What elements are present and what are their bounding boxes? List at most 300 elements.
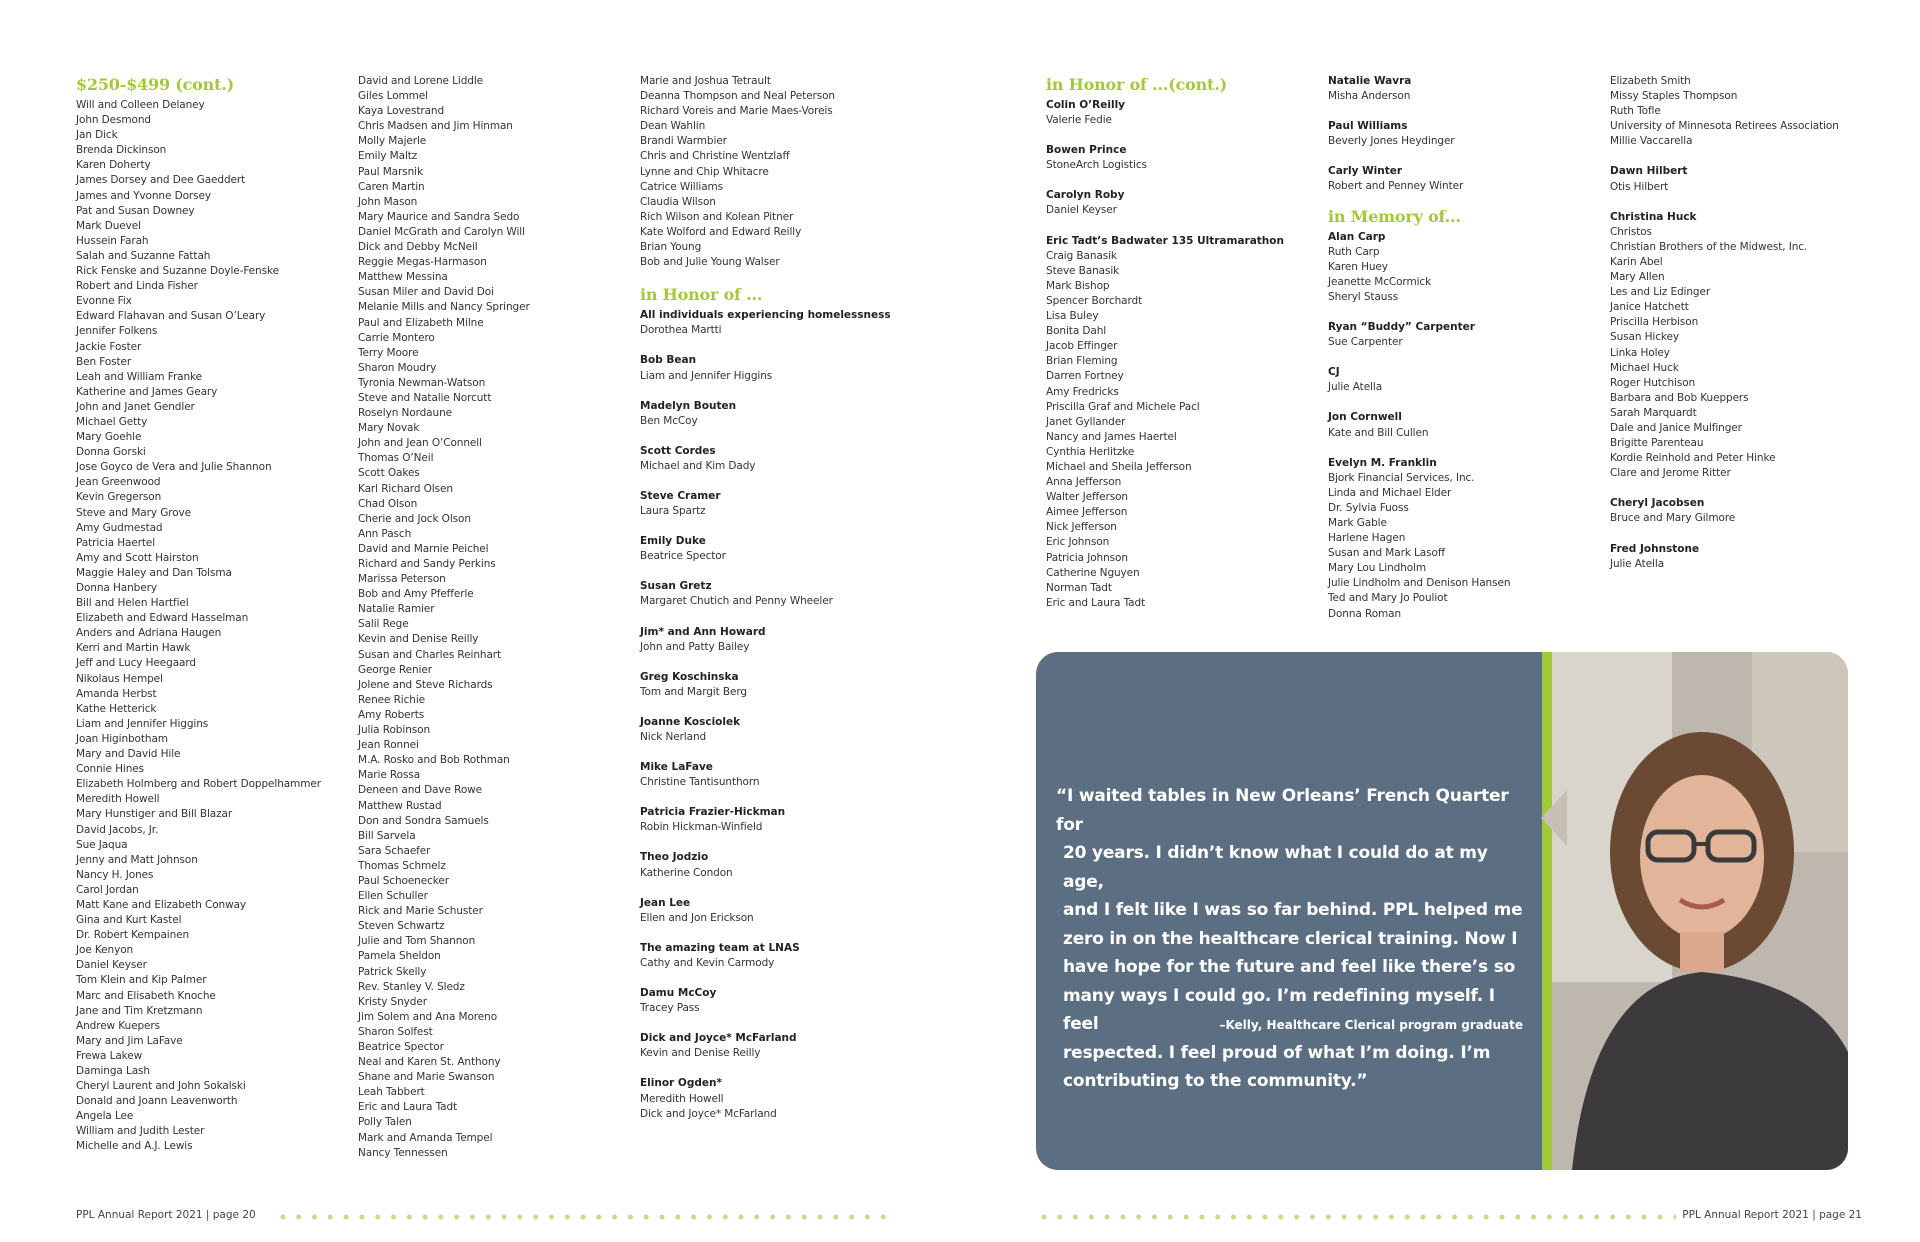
- donor-name: Daminga Lash: [76, 1065, 150, 1077]
- donor-name: Janet Gyllander: [1046, 415, 1126, 428]
- donor-name: Mary and Jim LaFave: [76, 1034, 183, 1047]
- donor-name: Beatrice Spector: [640, 550, 726, 563]
- donor-name: Daniel Keyser: [76, 959, 147, 972]
- donor-name: Cynthia Herlitzke: [1046, 445, 1135, 458]
- donor-name: Scott Oakes: [358, 467, 420, 480]
- donor-name: Julia Robinson: [358, 724, 430, 737]
- honoree-name: Emily Duke: [640, 535, 706, 548]
- donor-name: Otis Hilbert: [1610, 180, 1669, 193]
- donor-name: Jenny and Matt Johnson: [76, 853, 198, 866]
- donor-name: Marissa Peterson: [358, 573, 446, 586]
- donor-name: Anders and Adriana Haugen: [76, 627, 222, 640]
- donor-name: Jacob Effinger: [1046, 340, 1118, 353]
- donor-name: Christos: [1610, 225, 1652, 238]
- tribute-group: [640, 534, 915, 564]
- donor-name: Ellen and Jon Erickson: [640, 911, 754, 924]
- memory-list: [1328, 230, 1603, 622]
- donor-name: Spencer Borchardt: [1046, 294, 1143, 307]
- donor-name: Brenda Dickinson: [76, 144, 167, 157]
- donor-name: Amy Fredricks: [1046, 385, 1119, 398]
- donor-name: Deneen and Dave Rowe: [358, 784, 483, 797]
- donor-name: Millie Vaccarella: [1610, 135, 1693, 148]
- donor-name: Kristy Snyder: [358, 995, 427, 1008]
- donor-name: Chris Madsen and Jim Hinman: [358, 120, 513, 133]
- quote-line: many ways I could go. I’m redefining myself. I feel: [1063, 985, 1495, 1034]
- donor-name: Don and Sondra Samuels: [358, 814, 489, 827]
- donor-name: Cheryl Laurent and John Sokalski: [76, 1080, 246, 1093]
- donor-name: Tyronia Newman-Watson: [358, 376, 486, 389]
- donor-name: Christian Brothers of the Midwest, Inc.: [1610, 240, 1808, 253]
- donor-name: Melanie Mills and Nancy Springer: [358, 301, 530, 314]
- donor-name: Lynne and Chip Whitacre: [640, 165, 769, 178]
- donor-name: Giles Lommel: [358, 90, 428, 103]
- donor-name: Julie Atella: [1328, 381, 1383, 394]
- honoree-name: Bob Bean: [640, 354, 697, 367]
- donor-name: Nancy and James Haertel: [1046, 430, 1177, 443]
- donor-name: Julie Lindholm and Denison Hansen: [1328, 577, 1511, 590]
- donor-name: Valerie Fedie: [1046, 114, 1112, 127]
- donor-name: Amanda Herbst: [76, 687, 157, 700]
- donor-name: Rick and Marie Schuster: [358, 905, 483, 918]
- donor-name: Marc and Elisabeth Knoche: [76, 989, 216, 1002]
- donor-name: Nick Nerland: [640, 731, 707, 743]
- tribute-group: [1610, 542, 1885, 572]
- donor-name: Norman Tadt: [1046, 581, 1112, 594]
- donor-name: Nancy Tennessen: [358, 1146, 448, 1159]
- donor-name: Karin Abel: [1610, 255, 1663, 268]
- donor-name: Dr. Robert Kempainen: [76, 929, 190, 942]
- honor-list: [1046, 98, 1321, 611]
- p20-col3: [640, 74, 915, 1137]
- donor-name: Pamela Sheldon: [358, 950, 441, 963]
- donor-name: Linda and Michael Elder: [1328, 486, 1452, 499]
- tribute-group: [640, 941, 915, 971]
- memory-list: [1610, 74, 1885, 572]
- tribute-group: [1328, 230, 1603, 305]
- donor-name: Angela Lee: [76, 1110, 134, 1123]
- donor-name: Renee Richie: [358, 693, 426, 706]
- donor-name: Richard and Sandy Perkins: [358, 558, 496, 570]
- donor-name: Linka Holey: [1610, 346, 1670, 359]
- donor-name: Steve Banasik: [1046, 264, 1120, 277]
- donor-name: Andrew Kuepers: [76, 1019, 160, 1032]
- quote-line: have hope for the future and feel like there’s so: [1063, 957, 1516, 977]
- donor-name: Clare and Jerome Ritter: [1610, 467, 1731, 480]
- donor-name: Robert and Penney Winter: [1328, 180, 1464, 193]
- donor-name: Paul Schoenecker: [358, 874, 449, 887]
- donor-name: Brian Young: [640, 241, 702, 254]
- donor-name: Leah and William Franke: [76, 370, 203, 383]
- donor-name: Katherine and James Geary: [76, 385, 218, 398]
- donor-name: Richard Voreis and Marie Maes-Voreis: [640, 105, 833, 118]
- accent-bar: [1542, 652, 1552, 1170]
- donor-name: Deanna Thompson and Neal Peterson: [640, 90, 835, 103]
- testimonial-attribution: –Kelly, Healthcare Clerical program graduate: [1219, 1018, 1523, 1032]
- donor-name: Will and Colleen Delaney: [76, 99, 205, 111]
- honoree-name: Theo Jodzio: [640, 851, 709, 864]
- honoree-name: Elinor Ogden*: [640, 1077, 722, 1090]
- donor-name: Michael Huck: [1610, 361, 1679, 374]
- donor-name: Tracey Pass: [640, 1002, 700, 1015]
- donor-name: Ruth Carp: [1328, 245, 1380, 258]
- portrait-photo: [1552, 652, 1848, 1170]
- tribute-group: [640, 1031, 915, 1061]
- donor-name: Jan Dick: [76, 129, 118, 142]
- donor-name: M.A. Rosko and Bob Rothman: [358, 754, 510, 767]
- donor-name: Tom and Margit Berg: [640, 685, 747, 698]
- donor-name: Eric and Laura Tadt: [1046, 596, 1146, 609]
- tribute-group: [640, 986, 915, 1016]
- donor-name: Jim Solem and Ana Moreno: [358, 1010, 498, 1023]
- tribute-group: [1328, 456, 1603, 622]
- donor-name: Evonne Fix: [76, 295, 132, 308]
- p21-col2: [1328, 74, 1603, 637]
- donor-name: Bruce and Mary Gilmore: [1610, 512, 1736, 525]
- donor-name: Bill Sarvela: [358, 829, 416, 842]
- donor-name: Molly Majerle: [358, 135, 427, 148]
- honoree-name: Steve Cramer: [640, 489, 721, 502]
- donor-name: Patrick Skelly: [358, 965, 427, 978]
- honoree-name: Patricia Frazier-Hickman: [640, 806, 786, 819]
- donor-name: Cathy and Kevin Carmody: [640, 956, 775, 969]
- tribute-group: [640, 896, 915, 926]
- donor-name: Mary Novak: [358, 422, 420, 435]
- donor-name: Jackie Foster: [76, 340, 142, 353]
- honoree-name: Carolyn Roby: [1046, 189, 1125, 202]
- donor-name: Mary Hunstiger and Bill Blazar: [76, 808, 233, 821]
- donor-name: James Dorsey and Dee Gaeddert: [76, 174, 246, 187]
- donor-name: Michael and Sheila Jefferson: [1046, 460, 1192, 473]
- donor-name: Dick and Debby McNeil: [358, 241, 478, 254]
- donor-name: Claudia Wilson: [640, 195, 716, 208]
- donor-name: Meredith Howell: [76, 793, 160, 806]
- tribute-group: [1610, 496, 1885, 526]
- honoree-name: Fred Johnstone: [1610, 542, 1700, 555]
- tribute-group: [640, 444, 915, 474]
- donor-name: John Desmond: [76, 114, 151, 127]
- donor-name: Karl Richard Olsen: [358, 482, 453, 495]
- donor-name: Catherine Nguyen: [1046, 566, 1140, 579]
- donor-name: Robert and Linda Fisher: [76, 280, 198, 293]
- donor-name: Paul and Elizabeth Milne: [358, 316, 484, 329]
- donor-name: Ted and Mary Jo Pouliot: [1328, 592, 1448, 605]
- honoree-name: Christina Huck: [1610, 210, 1697, 223]
- tribute-group: [640, 308, 915, 338]
- honoree-name: Jon Cornwell: [1328, 411, 1402, 424]
- donor-name: Hussein Farah: [76, 234, 149, 247]
- donor-name: Sue Jaqua: [76, 838, 128, 851]
- donor-name: Kathe Hetterick: [76, 702, 157, 715]
- donor-name: Ben Foster: [76, 355, 132, 368]
- tribute-group: [1610, 210, 1885, 482]
- donor-name: Susan and Charles Reinhart: [358, 648, 502, 661]
- honoree-name: Carly Winter: [1328, 165, 1403, 178]
- donor-name: Joan Higinbotham: [76, 732, 168, 745]
- donor-name: Craig Banasik: [1046, 249, 1117, 262]
- donor-name: Jean Greenwood: [76, 476, 161, 489]
- honoree-name: Eric Tadt’s Badwater 135 Ultramarathon: [1046, 234, 1284, 247]
- donor-name: William and Judith Lester: [76, 1125, 205, 1138]
- donor-name: James and Yvonne Dorsey: [76, 189, 211, 202]
- donor-name: Mary and David Hile: [76, 748, 181, 761]
- donor-name: Emily Maltz: [358, 150, 418, 163]
- donor-name: John Mason: [358, 195, 418, 208]
- donor-name: Kevin and Denise Reilly: [358, 633, 479, 646]
- donor-name: Jose Goyco de Vera and Julie Shannon: [76, 461, 272, 474]
- honoree-name: Mike LaFave: [640, 761, 713, 774]
- donor-name: Dick and Joyce* McFarland: [640, 1107, 777, 1120]
- section-heading: in Honor of ...(cont.): [1046, 75, 1227, 94]
- page-footer-right: PPL Annual Report 2021 | page 21: [1682, 1209, 1862, 1221]
- testimonial-panel: [1036, 652, 1848, 1170]
- donor-name: Ruth Tofle: [1610, 105, 1661, 118]
- honoree-name: Dick and Joyce* McFarland: [640, 1032, 797, 1045]
- donor-name: Christine Tantisunthorn: [640, 776, 760, 789]
- donor-name: Cherie and Jock Olson: [358, 512, 471, 525]
- donor-name: Sharon Solfest: [358, 1025, 433, 1038]
- quote-line: “I waited tables in New Orleans’ French Quarter for: [1056, 786, 1509, 835]
- p20-col2: [358, 74, 633, 1161]
- donor-name: Gina and Kurt Kastel: [76, 914, 182, 927]
- donor-name: Aimee Jefferson: [1046, 506, 1128, 519]
- donor-name: Sara Schaefer: [358, 844, 431, 857]
- honoree-name: Bowen Prince: [1046, 144, 1127, 157]
- donor-name: Marie Rossa: [358, 769, 421, 782]
- donor-name: Kate Wolford and Edward Reilly: [640, 225, 802, 238]
- tribute-group: [1328, 365, 1603, 395]
- donor-name: David and Lorene Liddle: [358, 75, 484, 87]
- honoree-name: Evelyn M. Franklin: [1328, 456, 1437, 469]
- donor-name: Reggie Megas-Harmason: [358, 256, 487, 269]
- tribute-group: [1046, 188, 1321, 218]
- donor-name: Caren Martin: [358, 180, 425, 193]
- honoree-name: Scott Cordes: [640, 444, 716, 457]
- donor-name: Paul Marsnik: [358, 165, 423, 178]
- honoree-name: CJ: [1328, 366, 1340, 379]
- donor-name: Kevin Gregerson: [76, 491, 162, 504]
- donor-name: Mary Lou Lindholm: [1328, 562, 1427, 575]
- donor-name: Liam and Jennifer Higgins: [76, 717, 209, 730]
- donor-name: Harlene Hagen: [1328, 532, 1406, 545]
- p20-col1: [76, 76, 351, 1155]
- donor-name: David and Marnie Peichel: [358, 542, 489, 555]
- donor-name: Barbara and Bob Kueppers: [1610, 391, 1749, 404]
- donor-name: Chad Olson: [358, 497, 418, 510]
- tribute-group: [640, 353, 915, 383]
- tribute-group: [1610, 74, 1885, 149]
- tribute-group: [1046, 234, 1321, 611]
- donor-name: Neal and Karen St. Anthony: [358, 1056, 501, 1069]
- donor-name: Rev. Stanley V. Sledz: [358, 980, 465, 993]
- donor-name: Michelle and A.J. Lewis: [76, 1140, 193, 1153]
- honoree-name: All individuals experiencing homelessness: [640, 309, 891, 322]
- donor-name: Bob and Amy Pfefferle: [358, 588, 474, 601]
- honoree-name: Joanne Kosciolek: [640, 715, 741, 728]
- donor-name: Rick Fenske and Suzanne Doyle-Fenske: [76, 265, 279, 278]
- donor-name: Mary Goehle: [76, 431, 142, 444]
- donor-name: Mark Duevel: [76, 219, 141, 232]
- tribute-group: [640, 805, 915, 835]
- donor-name: Steve and Mary Grove: [76, 506, 192, 519]
- donor-name: Nikolaus Hempel: [76, 672, 163, 685]
- donor-name: Bonita Dahl: [1046, 325, 1107, 338]
- honoree-name: Susan Gretz: [640, 580, 712, 593]
- donor-name: Dale and Janice Mulfinger: [1610, 421, 1742, 434]
- donor-name: Frewa Lakew: [76, 1049, 143, 1062]
- section-heading: in Honor of ...: [640, 285, 763, 305]
- donor-name: Kordie Reinhold and Peter Hinke: [1610, 452, 1776, 465]
- donor-name: Misha Anderson: [1328, 90, 1411, 103]
- donor-name: Jeanette McCormick: [1328, 275, 1432, 288]
- donor-name: Kevin and Denise Reilly: [640, 1047, 761, 1060]
- donor-name: Connie Hines: [76, 763, 144, 776]
- donor-name: David Jacobs, Jr.: [76, 823, 159, 836]
- honoree-name: Natalie Wavra: [1328, 75, 1412, 87]
- donor-name: Meredith Howell: [640, 1092, 724, 1105]
- donor-name: Joe Kenyon: [76, 944, 134, 957]
- donor-name: Daniel McGrath and Carolyn Will: [358, 225, 525, 238]
- donor-name: Dean Wahlin: [640, 120, 706, 133]
- donor-name: Jolene and Steve Richards: [358, 678, 493, 691]
- donor-name: Chris and Christine Wentzlaff: [640, 150, 790, 163]
- donor-name: Polly Talen: [358, 1116, 412, 1129]
- section-heading: $250-$499 (cont.): [76, 75, 235, 94]
- panel-notch: [1541, 790, 1567, 846]
- donor-name: Brigitte Parenteau: [1610, 437, 1704, 450]
- quote-line: and I felt like I was so far behind. PPL helped me: [1063, 900, 1523, 920]
- footer-dots: [1036, 1214, 1676, 1220]
- tribute-group: [640, 579, 915, 609]
- donor-name: Amy Gudmestad: [76, 521, 163, 534]
- donor-name: Mary Allen: [1610, 271, 1665, 284]
- donor-name: Donna Gorski: [76, 446, 146, 459]
- donor-name: Eric and Laura Tadt: [358, 1101, 458, 1114]
- tribute-group: [640, 760, 915, 790]
- donor-name: Ellen Schuller: [358, 890, 428, 903]
- donor-name: Donna Hanbery: [76, 582, 157, 594]
- donor-name: Elizabeth Holmberg and Robert Doppelhammer: [76, 778, 321, 791]
- portrait-illustration: [1552, 652, 1848, 1170]
- donor-name: Priscilla Graf and Michele Pacl: [1046, 400, 1200, 413]
- quote-line: contributing to the community.”: [1063, 1071, 1368, 1091]
- donor-name: Janice Hatchett: [1610, 301, 1689, 314]
- donor-name: Patricia Johnson: [1046, 551, 1128, 564]
- donor-name: Bill and Helen Hartfiel: [76, 597, 189, 610]
- quote-line: zero in on the healthcare clerical training. Now I: [1063, 928, 1518, 949]
- donor-name: Elizabeth and Edward Hasselman: [76, 612, 249, 625]
- donor-name: Donald and Joann Leavenworth: [76, 1095, 238, 1108]
- tribute-group: [1328, 74, 1603, 104]
- donor-name: Julie Atella: [1610, 557, 1665, 570]
- donor-name: Salah and Suzanne Fattah: [76, 249, 211, 262]
- donor-name: Margaret Chutich and Penny Wheeler: [640, 595, 833, 608]
- donor-name: Carol Jordan: [76, 883, 139, 896]
- tribute-group: [1046, 98, 1321, 128]
- donor-name: Liam and Jennifer Higgins: [640, 369, 773, 382]
- donor-name: Brandi Warmbier: [640, 135, 727, 148]
- donor-name: Dorothea Martti: [640, 324, 722, 337]
- donor-name: Marie and Joshua Tetrault: [640, 75, 771, 87]
- donor-name: Nancy H. Jones: [76, 868, 154, 881]
- tribute-group: [640, 850, 915, 880]
- donor-name: Patricia Haertel: [76, 536, 156, 549]
- donor-name: Laura Spartz: [640, 505, 706, 518]
- donor-name: Carrie Montero: [358, 331, 435, 344]
- donor-name: Edward Flahavan and Susan O’Leary: [76, 310, 266, 323]
- donor-name: University of Minnesota Retirees Association: [1610, 120, 1839, 133]
- donor-name: Matt Kane and Elizabeth Conway: [76, 898, 247, 911]
- donor-name: Ann Pasch: [358, 527, 412, 540]
- donor-name: Kerri and Martin Hawk: [76, 642, 191, 655]
- donor-name: Jean Ronnei: [358, 739, 419, 752]
- donor-name: Anna Jefferson: [1046, 476, 1122, 489]
- donor-name: Karen Doherty: [76, 159, 151, 172]
- p21-col1: [1046, 76, 1321, 626]
- donor-name: Priscilla Herbison: [1610, 316, 1699, 329]
- donor-name: Sue Carpenter: [1328, 336, 1403, 349]
- donor-name: Jane and Tim Kretzmann: [76, 1004, 203, 1017]
- donor-name: Bob and Julie Young Walser: [640, 256, 780, 269]
- donor-name: Nick Jefferson: [1046, 521, 1117, 534]
- donor-name: Kate and Bill Cullen: [1328, 426, 1429, 439]
- donor-name: Tom Klein and Kip Palmer: [76, 974, 207, 987]
- section-heading: in Memory of...: [1328, 206, 1461, 226]
- tribute-group: [1328, 164, 1603, 194]
- tribute-group: [1328, 320, 1603, 350]
- donor-name: Mark Gable: [1328, 516, 1387, 529]
- donor-name: Elizabeth Smith: [1610, 75, 1691, 87]
- honoree-name: Alan Carp: [1328, 230, 1386, 243]
- footer-dots: [275, 1214, 895, 1220]
- tribute-group: [1610, 164, 1885, 194]
- donor-name: Matthew Messina: [358, 271, 448, 284]
- donor-name: Shane and Marie Swanson: [358, 1071, 495, 1084]
- donor-name: Robin Hickman-Winfield: [640, 821, 763, 834]
- donor-name: Leah Tabbert: [358, 1086, 425, 1099]
- donor-name: Jeff and Lucy Heegaard: [76, 657, 196, 670]
- donor-name: Julie and Tom Shannon: [358, 935, 476, 948]
- tribute-group: [640, 399, 915, 429]
- donor-name: Maggie Haley and Dan Tolsma: [76, 566, 232, 579]
- donor-name: Katherine Condon: [640, 866, 733, 879]
- p21-col3: [1610, 74, 1885, 587]
- honoree-name: Damu McCoy: [640, 987, 717, 1000]
- donor-name: Matthew Rustad: [358, 799, 442, 812]
- donor-list: [76, 98, 351, 1155]
- donor-name: StoneArch Logistics: [1046, 159, 1147, 172]
- honoree-name: Jean Lee: [640, 896, 691, 909]
- donor-name: Michael Getty: [76, 415, 148, 428]
- quote-line: respected. I feel proud of what I’m doing. I’m: [1063, 1042, 1491, 1063]
- donor-name: Terry Moore: [358, 346, 419, 359]
- donor-list: [640, 74, 915, 270]
- donor-name: Sarah Marquardt: [1610, 406, 1697, 419]
- donor-name: Daniel Keyser: [1046, 204, 1117, 217]
- honoree-name: The amazing team at LNAS: [640, 941, 800, 954]
- donor-name: Roger Hutchison: [1610, 376, 1696, 389]
- donor-name: Sheryl Stauss: [1328, 290, 1399, 303]
- testimonial-quote: [1056, 782, 1526, 1096]
- donor-name: Jennifer Folkens: [76, 325, 158, 338]
- donor-name: Susan and Mark Lasoff: [1328, 547, 1446, 560]
- donor-name: Beatrice Spector: [358, 1041, 444, 1053]
- donor-name: Brian Fleming: [1046, 355, 1118, 368]
- donor-name: Mark Bishop: [1046, 279, 1110, 292]
- tribute-group: [640, 670, 915, 700]
- donor-name: Karen Huey: [1328, 260, 1388, 273]
- donor-name: Mark and Amanda Tempel: [358, 1131, 493, 1144]
- donor-name: Michael and Kim Dady: [640, 459, 756, 472]
